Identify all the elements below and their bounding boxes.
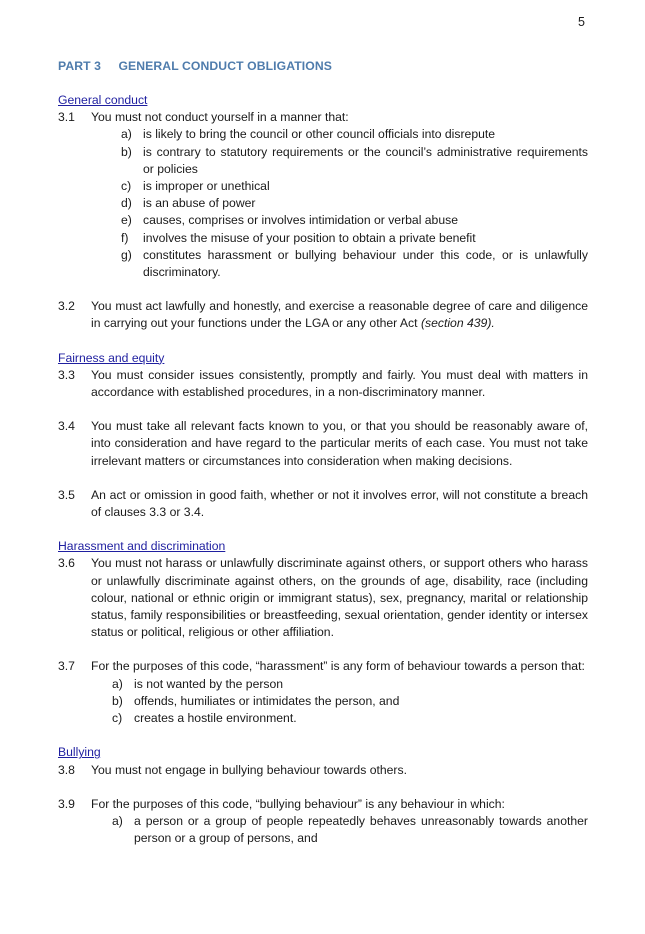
list-label: c) xyxy=(112,711,123,726)
clause-3-8 xyxy=(58,762,588,779)
section-harassment-discrimination xyxy=(58,538,588,727)
clause-text: For the purposes of this code, “bullying behaviour” is any behaviour in which: xyxy=(91,796,505,811)
list-text: is contrary to statutory requirements or the council’s administrative requirements or policies xyxy=(143,144,588,176)
section-heading-general-conduct: General conduct xyxy=(58,93,148,107)
section-general-conduct xyxy=(58,92,588,333)
list-text: causes, comprises or involves intimidation or verbal abuse xyxy=(143,213,458,228)
list-text: offends, humiliates or intimidates the person, and xyxy=(134,693,400,708)
clause-3-7-list xyxy=(112,676,588,728)
list-text: creates a hostile environment. xyxy=(134,711,297,726)
clause-3-1 xyxy=(58,109,588,126)
list-label: a) xyxy=(112,676,123,691)
clause-3-1-list xyxy=(121,126,588,281)
clause-number: 3.2 xyxy=(58,299,75,314)
list-item xyxy=(112,710,588,727)
list-item xyxy=(121,212,588,229)
section-heading-fairness-equity: Fairness and equity xyxy=(58,350,165,365)
clause-3-4 xyxy=(58,418,588,470)
list-label: b) xyxy=(112,693,123,708)
list-text: is improper or unethical xyxy=(143,179,270,194)
list-label: f) xyxy=(121,230,129,245)
list-item xyxy=(121,178,588,195)
list-item xyxy=(121,195,588,212)
list-label: e) xyxy=(121,213,132,228)
clause-number: 3.4 xyxy=(58,419,75,434)
clause-number: 3.8 xyxy=(58,762,75,777)
document-body xyxy=(58,92,588,847)
list-text: a person or a group of people repeatedly behaves unreasonably towards another person or a group of persons, and xyxy=(134,813,588,846)
list-label: b) xyxy=(121,144,132,159)
clause-text: You must consider issues consistently, promptly and fairly. You must deal with matters in accordance with established procedures, in a non-discriminatory manner. xyxy=(91,367,588,400)
clause-number: 3.7 xyxy=(58,659,75,674)
clause-3-5 xyxy=(58,487,588,521)
list-label: c) xyxy=(121,179,132,194)
clause-number: 3.9 xyxy=(58,796,75,811)
list-text: is not wanted by the person xyxy=(134,676,284,691)
list-label: a) xyxy=(121,127,132,142)
list-item xyxy=(112,813,588,847)
list-label: g) xyxy=(121,247,132,262)
clause-number: 3.5 xyxy=(58,487,75,502)
section-fairness-equity xyxy=(58,350,588,522)
list-text: is likely to bring the council or other council officials into disrepute xyxy=(143,127,496,142)
list-item xyxy=(121,144,588,178)
clause-number: 3.1 xyxy=(58,110,75,125)
clause-body: You must act lawfully and honestly, and exercise a reasonable degree of care and diligence in carrying out your functions under the LGA or any other Act xyxy=(91,299,588,331)
clause-3-9-list xyxy=(112,813,588,847)
list-text: involves the misuse of your position to obtain a private benefit xyxy=(143,230,476,245)
clause-text: For the purposes of this code, “harassment” is any form of behaviour towards a person that: xyxy=(91,659,585,674)
clause-3-9 xyxy=(58,796,588,813)
clause-text: You must not harass or unlawfully discriminate against others, or support others who harass or unlawfully discriminate against others, on the grounds of age, disability, race (including colour, national or ethnic origin or immigrant status), sex, pregnancy, marital or relationship status, family responsibilities or breastfeeding, sexual orientation, gender identity or intersex status or political, religious or other affiliation. xyxy=(91,556,588,640)
clause-text: You must not conduct yourself in a manner that: xyxy=(91,110,349,125)
list-item xyxy=(112,676,588,693)
clause-text xyxy=(91,298,588,332)
clause-3-7 xyxy=(58,658,588,675)
list-item xyxy=(121,230,588,247)
clause-text: An act or omission in good faith, whether or not it involves error, will not constitute a breach of clauses 3.3 or 3.4. xyxy=(91,487,588,520)
list-item xyxy=(112,693,588,710)
list-item xyxy=(121,247,588,281)
list-label: d) xyxy=(121,196,132,211)
clause-number: 3.6 xyxy=(58,556,75,571)
list-label: a) xyxy=(112,813,123,828)
clause-3-6 xyxy=(58,555,588,641)
clause-3-3 xyxy=(58,367,588,401)
list-text: is an abuse of power xyxy=(143,196,256,211)
section-heading-bullying: Bullying xyxy=(58,745,101,760)
clause-3-2 xyxy=(58,298,588,332)
section-reference: (section 439). xyxy=(420,316,495,331)
list-item xyxy=(121,126,588,143)
clause-text: You must not engage in bullying behaviour towards others. xyxy=(91,762,407,777)
section-heading-harassment: Harassment and discrimination xyxy=(58,539,226,554)
section-bullying xyxy=(58,744,588,847)
page-number: 5 xyxy=(578,15,585,29)
clause-number: 3.3 xyxy=(58,367,75,382)
part-heading: PART 3 GENERAL CONDUCT OBLIGATIONS xyxy=(58,59,332,73)
list-text: constitutes harassment or bullying behaviour under this code, or is unlawfully discriminatory. xyxy=(143,247,588,280)
clause-text: You must take all relevant facts known to you, or that you should be reasonably aware of, into consideration and have regard to the particular merits of each case. You must not take irrelevant matters or circumstances into consideration when making decisions. xyxy=(91,419,588,468)
